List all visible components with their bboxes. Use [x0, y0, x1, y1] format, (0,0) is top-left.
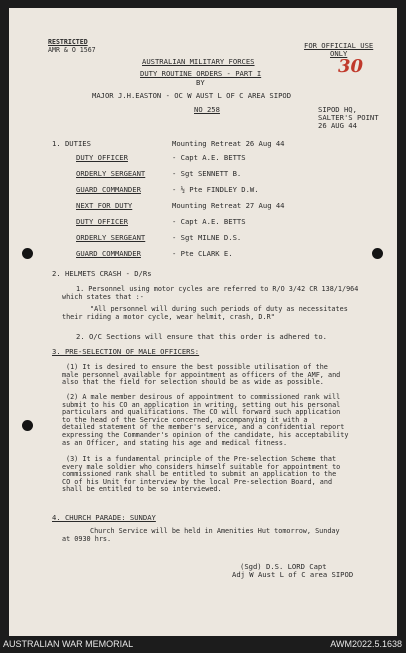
duty-name: - ½ Pte FINDLEY D.W. [172, 185, 259, 194]
commander-line: MAJOR J.H.EASTON - OC W AUST L OF C AREA SIPOD [92, 91, 292, 100]
official-use-line2: ONLY [330, 49, 348, 58]
footer-institution: AUSTRALIAN WAR MEMORIAL [3, 639, 134, 649]
preselection-paragraph-1 [62, 364, 382, 387]
doc-title-line3: BY [196, 78, 205, 87]
preselection-paragraph-3 [62, 456, 382, 494]
archive-footer [0, 636, 406, 653]
next-for-duty-label: NEXT FOR DUTY [76, 201, 133, 210]
paragraph-line: particulars and qualifications. The CO will forward such application [62, 408, 341, 417]
paragraph-line: detailed statement of the member's service, and a confidential report [62, 423, 345, 432]
helmets-paragraph-1 [62, 286, 382, 301]
mounting-date-2: Mounting Retreat 27 Aug 44 [172, 201, 285, 210]
duty-name: - Capt A.E. BETTS [172, 217, 246, 226]
duty-role: DUTY OFFICER [76, 153, 128, 162]
punch-hole-top [22, 248, 33, 259]
location-line3: 26 AUG 44 [318, 121, 357, 130]
official-use-line1: FOR OFFICIAL USE [304, 41, 374, 50]
paragraph-line: expressing the Commander's opinion of the candidate, his acceptability [62, 430, 349, 439]
paragraph-line: Church Service will be held in Amenities Hut tomorrow, Sunday [90, 527, 340, 535]
helmets-heading: 2. HELMETS CRASH - D/Rs [52, 269, 152, 278]
church-heading: 4. CHURCH PARADE: SUNDAY [52, 513, 156, 522]
duty-role: GUARD COMMANDER [76, 185, 141, 194]
handwritten-page-number: 30 [338, 56, 364, 77]
doc-title-line1: AUSTRALIAN MILITARY FORCES [142, 57, 255, 66]
paragraph-line: also that the field for selection should be as wide as possible. [62, 378, 324, 387]
church-paragraph [62, 528, 382, 543]
duty-role: DUTY OFFICER [76, 217, 128, 226]
signature-line1: (Sgd) D.S. LORD Capt [240, 562, 327, 571]
location-line1: SIPOD HQ, [318, 105, 357, 114]
paragraph-line: CO of his Unit for interview by the local Pre-selection Board, and [62, 477, 333, 486]
preselection-paragraph-2 [62, 394, 382, 447]
paragraph-line: submit to his CO an application in writing, setting out his personal [62, 400, 341, 409]
duty-name: - Capt A.E. BETTS [172, 153, 246, 162]
paragraph-line: shall be entitled to be so interviewed. [62, 485, 222, 494]
location-line2: SALTER'S POINT [318, 113, 379, 122]
helmets-paragraph-2: 2. O/C Sections will ensure that this order is adhered to. [76, 332, 327, 341]
duty-name: - Pte CLARK E. [172, 249, 233, 258]
doc-title-line2: DUTY ROUTINE ORDERS - PART I [140, 69, 262, 78]
duty-role: ORDERLY SERGEANT [76, 169, 146, 178]
paragraph-line: 1. Personnel using motor cycles are referred to R/O 3/42 CR 138/1/964 [76, 285, 359, 293]
punch-hole-right [372, 248, 383, 259]
preselection-heading: 3. PRE-SELECTION OF MALE OFFICERS: [52, 347, 200, 356]
paragraph-line: (3) It is a fundamental principle of the Pre-selection Scheme that [66, 455, 337, 463]
paragraph-line: (2) A male member desirous of appointment to commissioned rank will [66, 393, 341, 401]
paragraph-line: to the head of the Service concerned, accompanying it with a [62, 415, 308, 424]
paragraph-line: which states that :- [62, 292, 144, 301]
duty-name: - Sgt MILNE D.S. [172, 233, 242, 242]
restricted-label: RESTRICTED [48, 38, 88, 46]
punch-hole-bottom [22, 420, 33, 431]
paragraph-line: their riding a motor cycle, wear helmit, crash, D.R" [62, 312, 275, 321]
duty-role: ORDERLY SERGEANT [76, 233, 146, 242]
helmets-quote [62, 306, 382, 321]
footer-accession: AWM2022.5.1638 [330, 639, 402, 649]
duty-role: GUARD COMMANDER [76, 249, 141, 258]
paragraph-line: every male soldier who considers himself suitable for appointment to [62, 462, 341, 471]
paragraph-line: male personnel available for appointment as officers of the AMF, and [62, 370, 341, 379]
paragraph-line: (1) It is desired to ensure the best possible utilisation of the [66, 363, 328, 371]
duty-name: - Sgt SENNETT B. [172, 169, 242, 178]
amr-reference: AMR & O 1567 [48, 46, 96, 54]
paragraph-line: as an Officer, and stating his age and medical fitness. [62, 438, 288, 447]
signature-line2: Adj W Aust L of C area SIPOD [232, 570, 354, 579]
duties-heading: 1. DUTIES [52, 139, 91, 148]
paragraph-line: at 0930 hrs. [62, 534, 112, 543]
order-number: NO 258 [194, 105, 220, 114]
mounting-date-1: Mounting Retreat 26 Aug 44 [172, 139, 285, 148]
paragraph-line: "All personnel will during such periods of duty as necessitates [90, 305, 348, 313]
paragraph-line: commissioned rank shall be entitled to submit an application to the [62, 470, 337, 479]
